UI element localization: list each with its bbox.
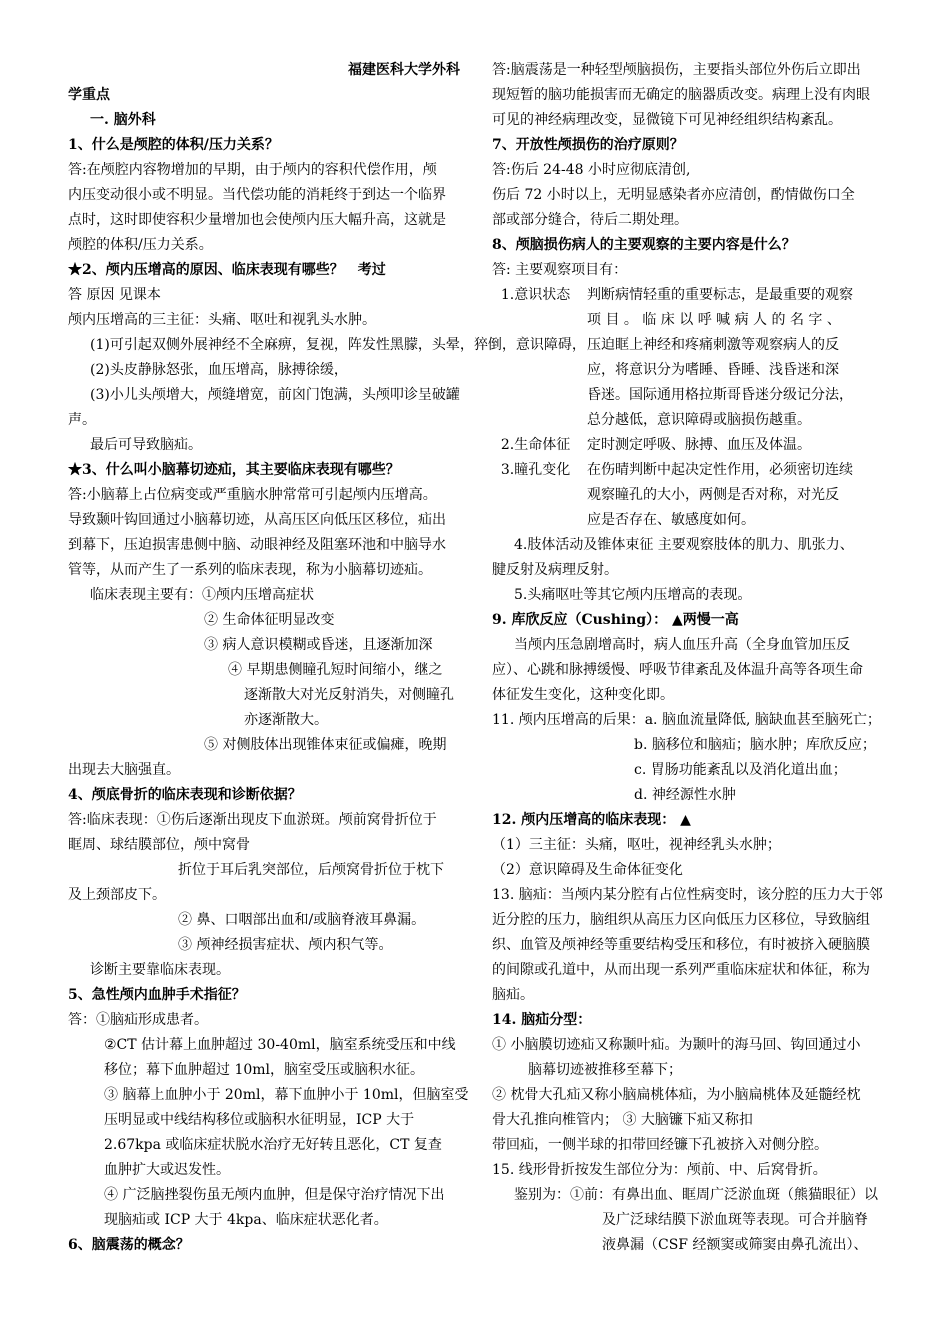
text-line: 血肿扩大或迟发性。 — [104, 1162, 230, 1178]
observation-label: 2.生命体征 — [492, 437, 571, 453]
text-line: 答:临床表现：①伤后逐渐出现皮下血淤斑。颅前窝骨折位于 — [68, 812, 437, 828]
text-line: 4、颅底骨折的临床表现和诊断依据？ — [68, 787, 302, 803]
observation-text — [587, 433, 811, 458]
text-line: 伤后 72 小时以上，无明显感染者亦应清创，酌情做伤口全 — [492, 187, 855, 203]
text-line: 到幕下，压迫损害患侧中脑、动眼神经及阻塞环池和中脑导水 — [68, 537, 446, 553]
text-line: ② 鼻、口咽部出血和/或脑脊液耳鼻漏。 — [178, 912, 426, 928]
observation-text-line: 项 目 。 临 床 以 呼 喊 病 人 的 名 字 、 — [587, 312, 841, 328]
text-line: 答:在颅腔内容物增加的早期，由于颅内的容积代偿作用，颅 — [68, 162, 437, 178]
text-line: 点时，这时即使容积少量增加也会使颅内压大幅升高，这就是 — [68, 212, 446, 228]
text-line: 2.67kpa 或临床症状脱水治疗无好转且恶化，CT 复查 — [104, 1137, 442, 1153]
text-line: ② 生命体征明显改变 — [204, 612, 335, 628]
text-line: 1、什么是颅腔的体积/压力关系？ — [68, 137, 279, 153]
text-line: 眶周、球结膜部位，颅中窝骨 — [68, 837, 250, 853]
text-line: 8、颅脑损伤病人的主要观察的主要内容是什么？ — [492, 237, 796, 253]
text-line: 答 原因 见课本 — [68, 287, 161, 303]
right-lines — [492, 58, 888, 283]
text-line: ③ 病人意识模糊或昏迷，且逐渐加深 — [204, 637, 433, 653]
text-line: （2）意识障碍及生命体征变化 — [492, 862, 683, 878]
text-line: 液鼻漏（CSF 经额窦或筛窦由鼻孔流出）、 — [602, 1237, 868, 1253]
text-line: 亦逐渐散大。 — [244, 712, 328, 728]
text-line: （1）三主征：头痛，呕吐，视神经乳头水肿； — [492, 837, 781, 853]
text-line: d. 神经源性水肿 — [634, 787, 736, 803]
text-line: 腱反射及病理反射。 — [492, 562, 618, 578]
text-line: (1)可引起双侧外展神经不全麻痹，复视，阵发性黑朦，头晕，猝倒，意识障碍， — [90, 337, 586, 353]
text-line: ③ 脑幕上血肿小于 20ml，幕下血肿小于 10ml，但脑室受 — [104, 1087, 469, 1103]
text-line: ① 小脑膜切迹疝又称颞叶疝。为颞叶的海马回、钩回通过小 — [492, 1037, 861, 1053]
text-line: 当颅内压急剧增高时，病人血压升高（全身血管加压反 — [514, 637, 850, 653]
observation-text-line: 压迫眶上神经和疼痛刺激等观察病人的反 — [587, 337, 839, 353]
observation-label: 1.意识状态 — [492, 287, 571, 303]
text-line: 及广泛球结膜下淤血斑等表现。可合并脑脊 — [602, 1212, 868, 1228]
text-line: 近分腔的压力，脑组织从高压力区向低压力区移位，导致脑组 — [492, 912, 870, 928]
text-line: ③ 颅神经损害症状、颅内积气等。 — [178, 937, 393, 953]
text-line: 及上颈部皮下。 — [68, 887, 166, 903]
text-line: 5.头痛呕吐等其它颅内压增高的表现。 — [514, 587, 752, 603]
text-line: 鉴别为：①前：有鼻出血、眶周广泛淤血斑（熊猫眼征）以 — [514, 1187, 878, 1203]
text-line: 带回疝，一侧半球的扣带回经镰下孔被挤入对侧分腔。 — [492, 1137, 828, 1153]
text-line: 临床表现主要有：①颅内压增高症状 — [90, 587, 314, 603]
text-line: ⑤ 对侧肢体出现锥体束征或偏瘫，晚期 — [204, 737, 447, 753]
text-line: 的间隙或孔道中，从而出现一系列严重临床症状和体征，称为 — [492, 962, 870, 978]
text-line: 可见的神经病理改变，显微镜下可见神经组织结构紊乱。 — [492, 112, 842, 128]
text-line: 答: 主要观察项目有： — [492, 262, 628, 278]
text-line: 答：①脑疝形成患者。 — [68, 1012, 208, 1028]
observation-item — [492, 283, 888, 433]
observation-items — [492, 283, 888, 533]
text-line: 移位；幕下血肿超过 10ml，脑室受压或脑积水征。 — [104, 1062, 425, 1078]
text-line: 最后可导致脑疝。 — [90, 437, 202, 453]
text-line: ②CT 估计幕上血肿超过 30-40ml，脑室系统受压和中线 — [104, 1037, 456, 1053]
text-line: 现脑疝或 ICP 大于 4kpa、临床症状恶化者。 — [104, 1212, 388, 1228]
text-line: 学重点 — [68, 87, 110, 103]
text-line: 7、开放性颅损伤的治疗原则？ — [492, 137, 684, 153]
text-line: 诊断主要靠临床表现。 — [90, 962, 230, 978]
observation-text-line: 定时测定呼吸、脉搏、血压及体温。 — [587, 437, 811, 453]
right-lines-continued — [492, 533, 888, 1258]
text-line: 管等，从而产生了一系列的临床表现，称为小脑幕切迹疝。 — [68, 562, 432, 578]
observation-text — [587, 458, 853, 533]
text-line: 颅内压增高的三主征：头痛、呕吐和视乳头水肿。 — [68, 312, 376, 328]
text-line: 压明显或中线结构移位或脑积水征明显，ICP 大于 — [104, 1112, 415, 1128]
text-line: 颅腔的体积/压力关系。 — [68, 237, 213, 253]
text-line: 导致颞叶钩回通过小脑幕切迹，从高压区向低压区移位，疝出 — [68, 512, 446, 528]
text-line: 9. 库欣反应（Cushing）： ▲两慢一高 — [492, 612, 739, 628]
text-line: 13. 脑疝：当颅内某分腔有占位性病变时，该分腔的压力大于邻 — [492, 887, 883, 903]
text-line: 4.肢体活动及锥体束征 主要观察肢体的肌力、肌张力、 — [514, 537, 854, 553]
text-line: 答:伤后 24-48 小时应彻底清创, — [492, 162, 691, 178]
text-line: ④ 早期患侧瞳孔短时间缩小，继之 — [228, 662, 443, 678]
observation-text-line: 在伤晴判断中起决定性作用，必须密切连续 — [587, 462, 853, 478]
text-line: ② 枕骨大孔疝又称小脑扁桃体疝，为小脑扁桃体及延髓经枕 — [492, 1087, 861, 1103]
observation-text — [587, 283, 853, 433]
observation-text-line: 昏迷。国际通用格拉斯哥昏迷分级记分法， — [587, 387, 853, 403]
observation-item — [492, 433, 888, 458]
text-line: (2)头皮静脉怒张，血压增高，脉搏徐缓， — [90, 362, 348, 378]
text-line: 15. 线形骨折按发生部位分为：颅前、中、后窝骨折。 — [492, 1162, 827, 1178]
observation-text-line: 应是否存在、敏感度如何。 — [587, 512, 755, 528]
right-column — [492, 58, 888, 1258]
text-line: 声。 — [68, 412, 96, 428]
text-line: 骨大孔推向椎管内； ③ 大脑镰下疝又称扣 — [492, 1112, 753, 1128]
text-line: ★3、什么叫小脑幕切迹疝，其主要临床表现有哪些？ — [68, 462, 400, 478]
text-line: 部或部分缝合，待后二期处理。 — [492, 212, 688, 228]
text-line: 一. 脑外科 — [90, 112, 156, 128]
text-line: b. 脑移位和脑疝；脑水肿；库欣反应； — [634, 737, 876, 753]
text-line: 应）、心跳和脉搏缓慢、呼吸节律紊乱及体温升高等各项生命 — [492, 662, 863, 678]
text-line: 折位于耳后乳突部位，后颅窝骨折位于枕下 — [178, 862, 444, 878]
text-line: 出现去大脑强直。 — [68, 762, 180, 778]
text-line: 脑幕切迹被推移至幕下； — [528, 1062, 682, 1078]
observation-item — [492, 458, 888, 533]
text-line: 现短暂的脑功能损害而无确定的脑器质改变。病理上没有肉眼 — [492, 87, 870, 103]
text-line: 11. 颅内压增高的后果：a. 脑血流量降低, 脑缺血甚至脑死亡； — [492, 712, 881, 728]
text-line: 内压变动很小或不明显。当代偿功能的消耗终于到达一个临界 — [68, 187, 446, 203]
text-line: 逐渐散大对光反射消失，对侧瞳孔 — [244, 687, 454, 703]
text-line: (3)小儿头颅增大，颅缝增宽，前囟门饱满，头颅叩诊呈破罐 — [90, 387, 460, 403]
document-title: 福建医科大学外科 — [348, 62, 460, 78]
text-line: 脑疝。 — [492, 987, 534, 1003]
observation-text-line: 总分越低，意识障碍或脑损伤越重。 — [587, 412, 811, 428]
text-line: 5、急性颅内血肿手术指征？ — [68, 987, 246, 1003]
observation-text-line: 应，将意识分为嗜睡、昏睡、浅昏迷和深 — [587, 362, 839, 378]
observation-text-line: 判断病情轻重的重要标志，是最重要的观察 — [587, 287, 853, 303]
text-line: ④ 广泛脑挫裂伤虽无颅内血肿，但是保守治疗情况下出 — [104, 1187, 445, 1203]
text-line: 6、脑震荡的概念？ — [68, 1237, 190, 1253]
text-line: 答:脑震荡是一种轻型颅脑损伤，主要指头部位外伤后立即出 — [492, 62, 861, 78]
text-line: 14. 脑疝分型： — [492, 1012, 592, 1028]
text-line: 12. 颅内压增高的临床表现： ▲ — [492, 812, 691, 828]
observation-label: 3.瞳孔变化 — [492, 462, 571, 478]
observation-text-line: 观察瞳孔的大小，两侧是否对称，对光反 — [587, 487, 839, 503]
text-line: ★2、颅内压增高的原因、临床表现有哪些？ 考过 — [68, 262, 386, 278]
text-line: 答:小脑幕上占位病变或严重脑水肿常常可引起颅内压增高。 — [68, 487, 437, 503]
text-line: 体征发生变化，这种变化即。 — [492, 687, 674, 703]
text-line: c. 胃肠功能紊乱以及消化道出血； — [634, 762, 847, 778]
text-line: 织、血管及颅神经等重要结构受压和移位，有时被挤入硬脑膜 — [492, 937, 870, 953]
